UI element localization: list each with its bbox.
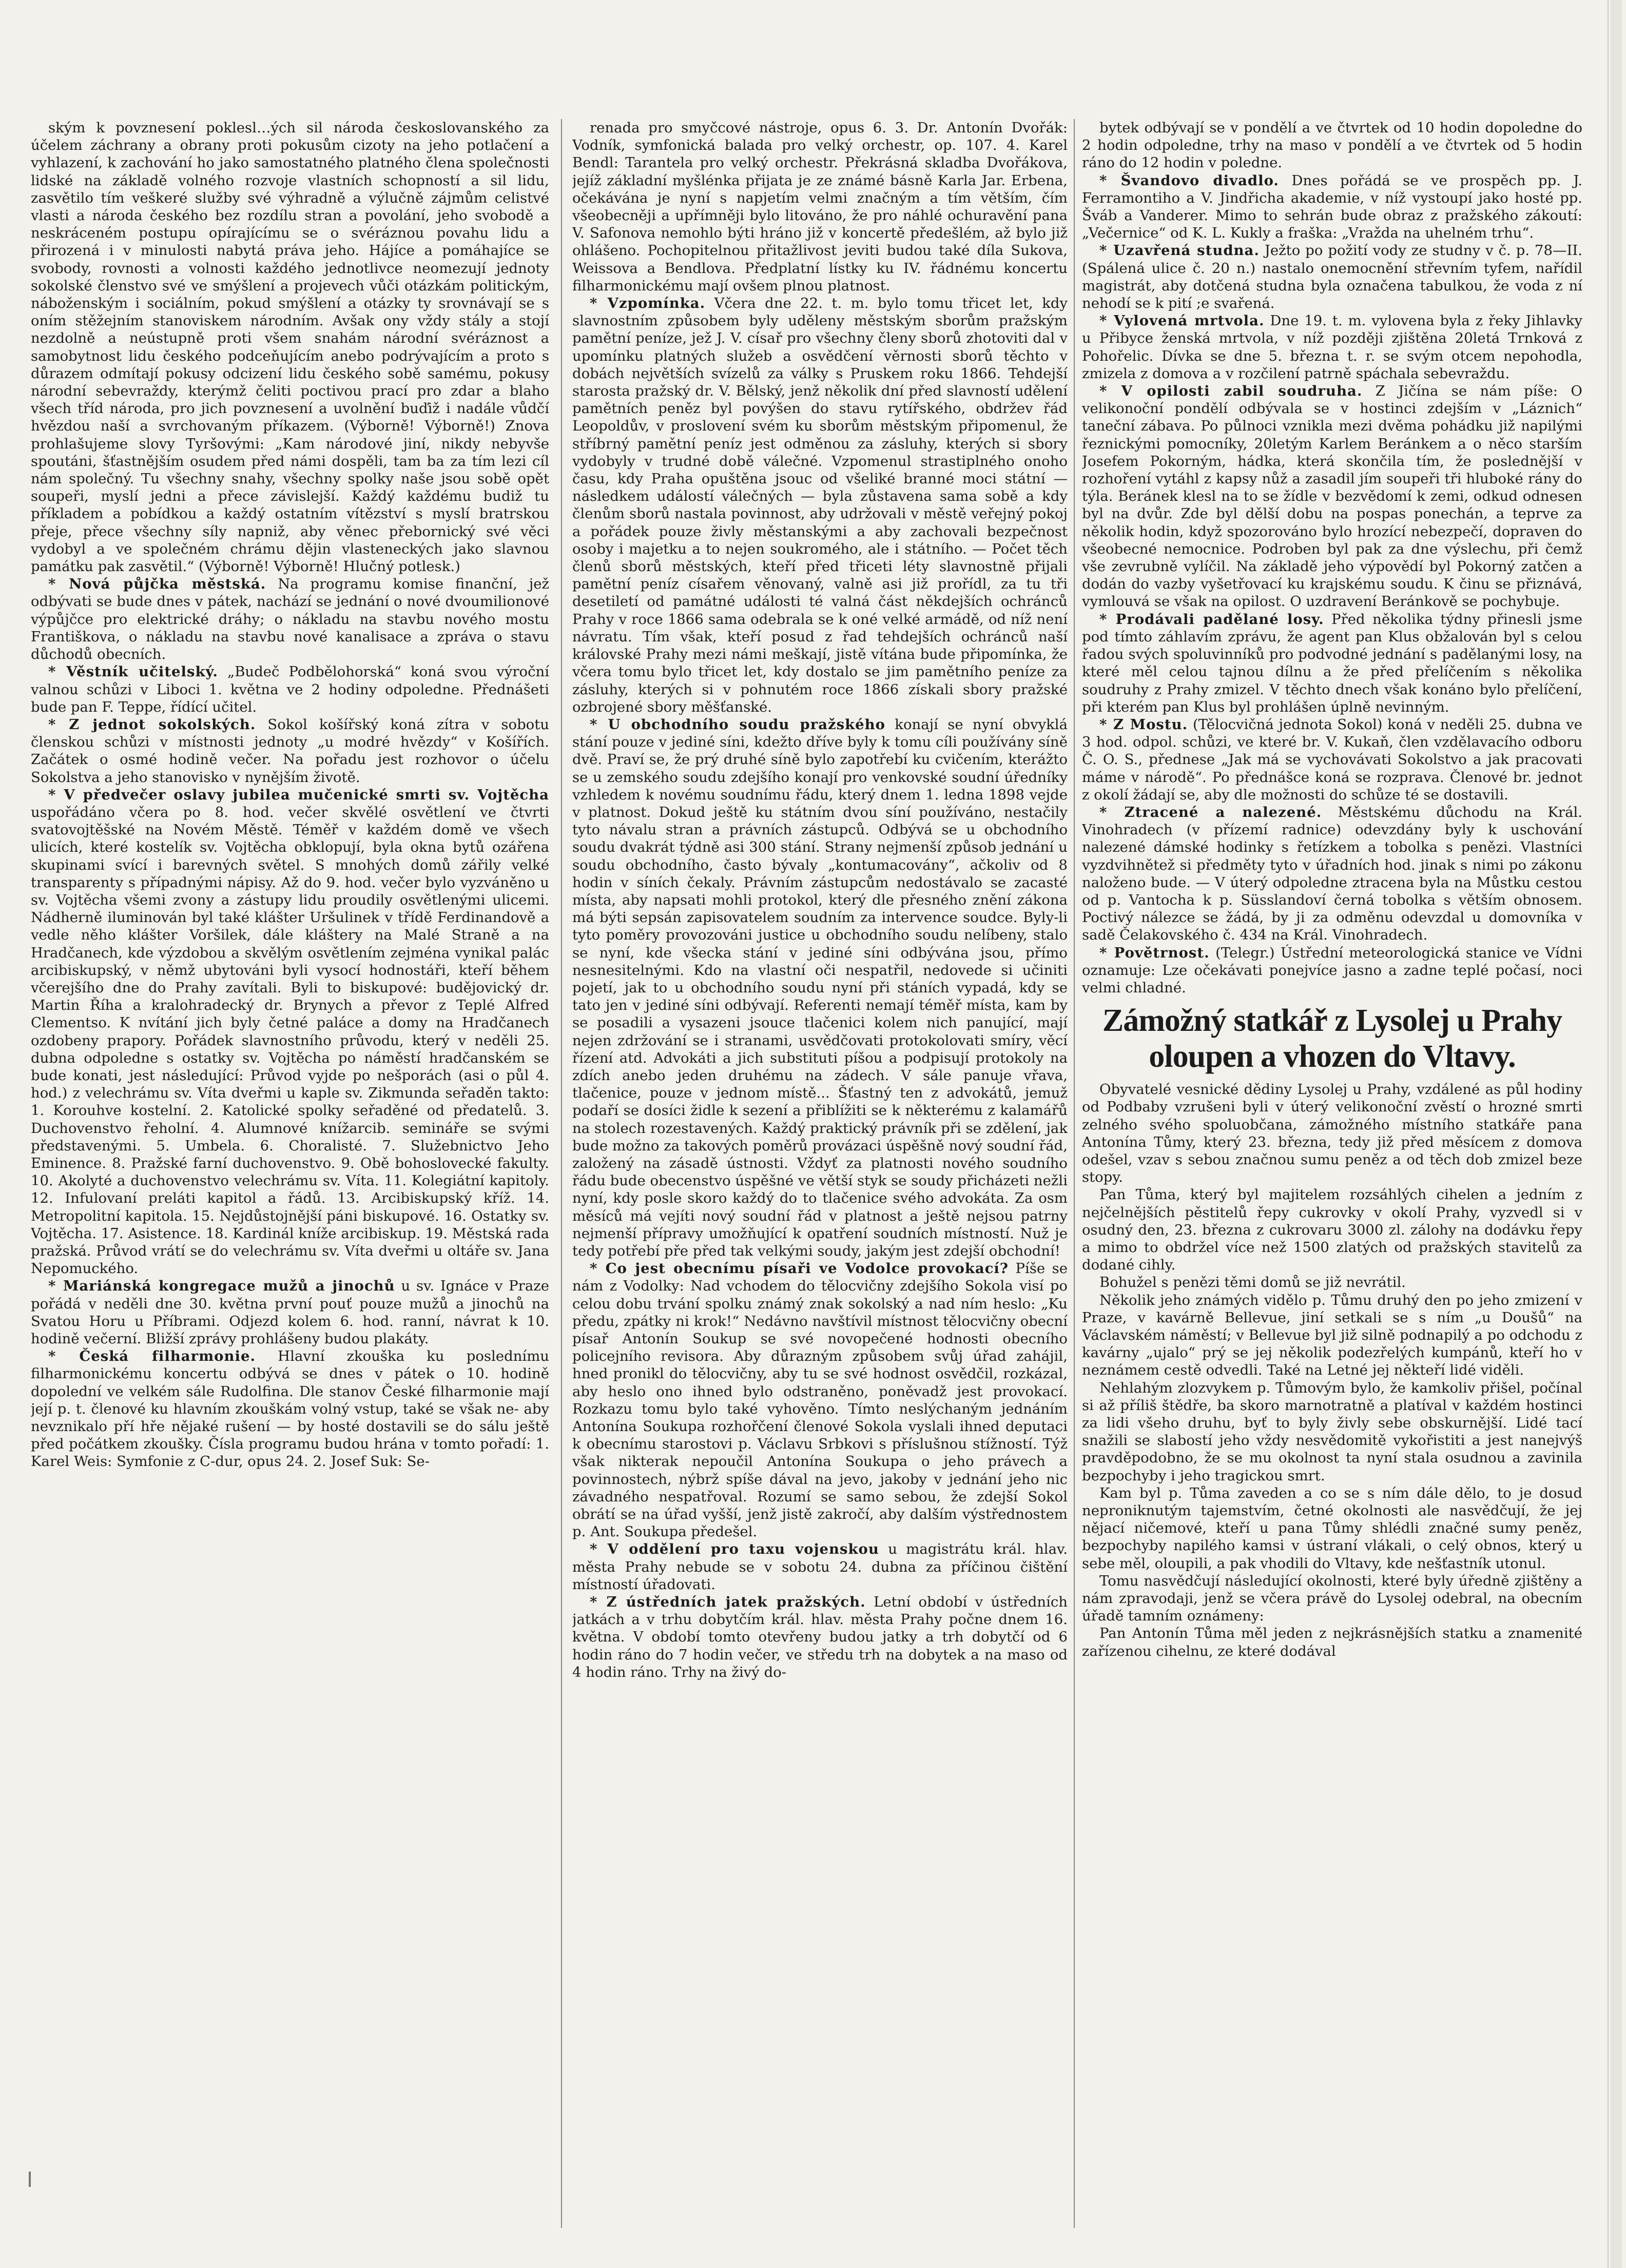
article-paragraph [31, 575, 549, 663]
paragraph-text: Hlavní zkouška ku poslednímu filharmonickému koncertu odbývá se dnes v pátek o 10. hodině dopolední ve velkém sále Rudolfina. Dle stanov České filharmonie mají její p. t. členové ku hlavním zkouškám volný vstup, také se však ne- aby nevznikalo pří hře nějaké rušení — by hosté dostavili se do sálu ještě před počátkem zkoušky. Čísla programu budou hrána v tomto pořadí: 1. Karel Weis: Symfonie z C-dur, opus 24. 2. Josef Suk: Se- [31, 1348, 549, 1470]
article-paragraph [1082, 382, 1582, 611]
paragraph-text: Tomu nasvědčují následující okolnosti, které byly úředně zjištěny a nám zpravodaji, jenž se včera právě do Lysolej odebral, na obecním úřadě tamním oznámeny: [1082, 1572, 1582, 1625]
article-headline: Zámožný statkář z Lysolej u Prahy oloupen a vhozen do Vltavy. [1102, 1003, 1562, 1074]
article-paragraph [1082, 716, 1582, 804]
page-edge-shadow [1611, 0, 1622, 2268]
paragraph-text: Pan Tůma, který byl majitelem rozsáhlých cihelen a jedním z nejčelnějších pěstitelů řepy cukrovky v okolí Prahy, vyzvedl si v osudný den, 23. března z cukrovaru 3000 zl. zálohy na dodávku řepy a mimo to obdržel více než 1500 zlatých od pražských stavitelů za dodané cihly. [1082, 1186, 1582, 1274]
paragraph-text: ským k povznesení poklesl…ých sil národa českoslovanského za účelem záchrany a obrany proti pokusům cizoty na jeho potlačení a vyhlazení, k zachování ho jako samostatného platného člena společnosti lidské na základě volného rozvoje vlastních schopností a sil lidu, zasvětilo tím veškeré služby své výhradně a výlučně zájmům celistvé vlasti a národa českého bez rozdílu stran a povolání, jeho svobodě a neskráceném postupu opírajícímu se o svéráznou povahu lidu a přirozená i v minulosti nabytá práva jeho. Hájíce a pomáhajíce se svobody, rovnosti a volnosti každého jednotlivce neomezují jednoty sokolské členstvo své ve smýšlení a projevech vůči otázkám politickým, náboženským i sociálním, pokud smýšlení a otázky ty srovnávají se s oním stěžejním stanoviskem národním. Avšak ony vždy stály a stojí nezdolně a neústupně proti všem snahám národní svéráznost a samobytnost lidu českého podceňujícím anebo podrývajícím a proto s důrazem odmítají pokusy odcizení lidu českého sobě samému, pokusy národní sebevraždy, kterýmž čeliti poctivou prací pro zdar a blaho všech tříd národa, pro jich povznesení a uvolnění buďiž i nadále vůdčí hvězdou naší a svrchovaným příkazem. (Výborně! Výborně!) Znova prohlašujeme slovy Tyršovými: „Kam národové jiní, nikdy nebyvše spoutáni, šťastnějším osudem před námi dospěli, tam ba za tím lezi cíl nám společný. Tu všechny snahy, všechny spolky naše jsou sobě opět soupeři, myslí jedni a přece závislejší. Každý každému budiž tu příkladem a pobídkou a každý ostatním vítězství s myslí bratrskou přeje, přece všechny síly napniž, aby věnec přebornický své věci vydobyl a ve společném chrámu dějin vlasteneckých jako slavnou památku pak zasvětil.“ (Výborně! Výborně! Hlučný potlesk.) [31, 120, 549, 575]
section-heading: * Nová půjčka městská. [48, 576, 266, 593]
article-paragraph [1082, 172, 1582, 242]
section-heading: * Z jednot sokolských. [48, 716, 256, 733]
article-paragraph [1082, 1625, 1582, 1659]
article-paragraph [1082, 1572, 1582, 1625]
paragraph-text: Sokol košířský koná zítra v sobotu členskou schůzi v místnosti jednoty „u modré hvězdy“ v Košířích. Začátek o osmé hodině večer. Na pořadu jest rozhovor o účelu Sokolstva a jeho stanovisko v nynějším životě. [31, 716, 549, 786]
article-paragraph [572, 1260, 1068, 1540]
section-heading: * V oddělení pro taxu vojenskou [590, 1541, 879, 1558]
section-heading: * V předvečer oslavy jubilea mučenické smrti sv. Vojtěcha [48, 786, 549, 803]
article-paragraph [572, 716, 1068, 1260]
paragraph-text: konají se nyní obvyklá stání pouze v jediné síni, kdežto dříve byly k tomu cíli používány síně dvě. Praví se, že prý druhé síně bylo zapotřebí ku cvičením, kterážto se u zemského soudu zdejšího konají pro venkovské soudní úředníky vzhledem k novému soudnímu řádu, který dnem 1. ledna 1898 vejde v platnost. Dokud ještě ku státním dvou síní používáno, nestačily tyto návalu stran a právních zástupců. Odbývá se u obchodního soudu dvakrát týdně asi 300 stání. Strany nejmenší způsob jednání u soudu obchodního, často bývaly „kontumacovány“, ačkoliv od 8 hodin v síních čekaly. Právním zástupcům nedostávalo se zacasté místa, aby napsati mohli protokol, který dle přesného znění zákona má býti sepsán zapisovatelem soudním za intervence soudce. Byly-li tyto poměry provozováni justice u obchodního soudu nelíbeny, stalo se nyní, kde všecka stání v jediné síni odbývána jsou, přímo nesnesitelnými. Kdo na vlastní oči nespatřil, nedovede si učiniti pojetí, jak to u obchodního soudu nyní při stáních vypadá, kdy se tato jen v jediné síni odbývají. Referenti nemají téměř místa, kam by se posadili a vysazeni jsouce tlačenici kolem nich panující, mají nejen zdržování se i stranami, usvědčovati protokolovati smíry, věcí řízení atd. Advokáti a jich substituti píšou a podpisují protokoly na zdích anebo jeden druhému na zádech. V sále panuje vřava, tlačenice, pouze v jednom místě... Šťastný ten z advokátů, jemuž podaří se dosíci židle k sezení a přiblížiti se k některému z kalamářů na stolech rozestavených. Každý praktický právník při se zdělení, jak bude možno za takových poměrů provázaci úspěšně nový soudní řád, založený na zásadě ústnosti. Vždyť za platnosti nového soudního řádu bude obecenstvo úspěšné ve větší styk se soudy přicházeti nežli nyní, kdy posle skoro každý do to tlačenice svého advokáta. Za osm měsíců má vejíti nový soudní řád v platnost a ještě nejsou patrny nejmenší přípravy umožňující k opatření soudních místností. Nuž je tedy potřebí pře před tak velkými soudy, jakým jest zdejší obchodní! [572, 716, 1068, 1259]
paragraph-text: Na programu komise finanční, jež odbývati se bude dnes v pátek, nachází se jednání o nové dvoumilionové výpůjčce pro elektrické dráhy; o nákladu na stavbu nového mostu Františkova, o nákladu na stavbu nové kanalisace a zpráva o stavu důchodů obecních. [31, 576, 549, 663]
paragraph-text: Letní období v ústředních jatkách a v trhu dobytčím král. hlav. města Prahy počne dnem 16. května. V období tomto otevřeny budou jatky a trh dobytčí od 6 hodin ráno do 7 hodin večer, ve středu trh na dobytek a na maso od 4 hodin ráno. Trhy na živý do- [572, 1594, 1068, 1680]
section-heading: * Prodávali padělané losy. [1099, 611, 1324, 628]
paragraph-text: Několik jeho známých vidělo p. Tůmu druhý den po jeho zmizení v Praze, v kavárně Bellevue, jiní setkali se s ním „u Doušů“ na Václavském náměstí; v Bellevue byl již silně podnapilý a po odchodu z kavárny „ujalo“ prý se jej několik podezřelých kumpánů, kteří ho v neznámem cestě odvedli. Také na Letné jej někteří lidé viděli. [1082, 1292, 1582, 1379]
paragraph-text: „Budeč Podbělohorská“ koná svou výroční valnou schůzi v Liboci 1. května ve 2 hodiny odpoledne. Přednášeti bude pan F. Teppe, řídící učitel. [31, 663, 549, 715]
paragraph-text: Před několika týdny přinesli jsme pod tímto záhlavím zprávu, že agent pan Klus obžalován byl s celou řadou svých spoluvinníků pro podvodné jednání s padělanými losy, na které měl celou tajnou dílnu a že před přelíčením s několika soudruhy z Prahy zmizel. V těchto dnech však konáno bylo přelíčení, při kterém pan Klus byl prohlášen úplně nevinným. [1082, 611, 1582, 715]
article-paragraph [1082, 119, 1582, 172]
article-paragraph [31, 1277, 549, 1347]
article-paragraph [572, 295, 1068, 716]
paragraph-text: bytek odbývají se v pondělí a ve čtvrtek od 10 hodin dopoledne do 2 hodin odpoledne, trhy na maso v pondělí a ve čtvrtek od 5 hodin ráno do 12 hodin v poledne. [1082, 120, 1582, 171]
paragraph-text: Kam byl p. Tůma zaveden a co se s ním dále dělo, to je dosud neproniknutým tajemstvím, četné okolnosti ale nasvědčují, že jej nějací ničemové, kteří u pana Tůmy shlédli značné sumy peněz, bezpochyby napilého kamsi v ústraní vlákali, o celý obnos, který u sebe měl, oloupili, a pak vhodili do Vltavy, kde nešťastník utonul. [1082, 1484, 1582, 1572]
section-heading: * Věstník učitelský. [48, 663, 218, 680]
article-paragraph [1082, 312, 1582, 382]
section-heading: * Mariánská kongregace mužů a jinochů [48, 1278, 395, 1295]
article-paragraph [1082, 804, 1582, 944]
paragraph-text: Dne 19. t. m. vylovena byla z řeky Jihlavky u Přibyce ženská mrtvola, v níž později zjištěna 20letá Trnková z Pohořelic. Dívka se dne 5. března t. r. se svým otcem nepohodla, zmizela z domova a v rozčilení patrně spáchala sebevraždu. [1082, 312, 1582, 382]
section-heading: * V opilosti zabil soudruha. [1099, 383, 1363, 400]
article-paragraph [31, 716, 549, 786]
section-heading: * Z Mostu. [1099, 716, 1188, 733]
article-paragraph [1082, 1292, 1582, 1379]
paragraph-text: (Telegr.) Ústřední meteorologická stanice ve Vídni oznamuje: Lze očekávati ponejvíce jasno a zadne teplé počasí, noci velmi chladné. [1082, 944, 1582, 996]
paragraph-text: u magistrátu král. hlav. města Prahy nebude se v sobotu 24. dubna za příčinou čištění místností úřadovati. [572, 1541, 1068, 1593]
article-paragraph [572, 119, 1068, 295]
margin-mark [29, 2172, 31, 2187]
article-paragraph [1082, 1081, 1582, 1186]
paragraph-text: u sv. Ignáce v Praze pořádá v neděli dne 30. května první pouť pouze mužů a jinochů na Svatou Horu u Příbrami. Odjezd kolem 6. hod. ranní, návrat k 10. hodině večerní. Bližší zprávy prohlášeny budou plakáty. [31, 1278, 549, 1347]
article-paragraph [1082, 1484, 1582, 1572]
column-right [1082, 119, 1582, 2238]
article-paragraph [1082, 1379, 1582, 1484]
paragraph-text: renada pro smyčcové nástroje, opus 6. 3. Dr. Antonín Dvořák: Vodník, symfonická balada pro velký orchestr, op. 107. 4. Karel Bendl: Tarantela pro velký orchestr. Překrásná skladba Dvořákova, jejíž základní myšlénka přijata je ze známé básně Karla Jar. Erbena, očekávána je nyní s napjetím velmi značným a tím větším, čím všeobecněji a upřímněji bylo litováno, že pro náhlé ochuravění pana V. Safonova nemohlo býti hráno již v koncertě předešlém, až bylo již ohlášeno. Pochopitelnou přitažlivost jeviti budou také díla Sukova, Weissova a Bendlova. Předplatní lístky ku IV. řádnému koncertu filharmonickému mají ovšem plnou platnost. [572, 120, 1068, 294]
paragraph-text: Včera dne 22. t. m. bylo tomu třicet let, kdy slavnostním způsobem byly uděleny městským sborům pražským pamětní peníze, jež J. V. císař pro všechny členy sborů zhotoviti dal v upomínku platných služeb a osvědčení věrnosti sborů těchto v dobách největších svízelů za války s Pruskem roku 1866. Tehdejší starosta pražský dr. V. Bělský, jenž několik dní před slavností udělení pamětních peněz byl povýšen do stavu rytířského, obdržev řád Leopoldův, v proslovení svém ku sborům městským připomenul, že stříbrný pamětní peníz jest odměnou za zásluhy, kterých si sbory vydobyly v trudné době válečné. Vzpomenul strastiplného onoho času, kdy Praha opuštěna jsouc od všeliké branné moci státní — následkem událostí válečných — byla zůstavena sama sobě a kdy členům sborů nastala povinnost, aby udržovali v městě veřejný pokoj a pořádek pouze živly městanskými a aby zachovali bezpečnost osoby i majetku a to nejen soukromého, ale i státního. — Počet těch členů sborů městských, kteří před třiceti léty slavnostně přijali pamětní peníz císařem věnovaný, valně asi již prořídl, za tu tři desetiletí od památné události té valná část někdejších ochránců Prahy v roce 1866 sama odebrala se k oné velké armádě, od níž není návratu. Tím však, kteří posud z řad tehdejších ochránců naší královské Prahy mezi námi meškají, jistě vítána bude připomínka, že včera tomu bylo třicet let, kdy dostalo se jim pamětního peníze za zásluhy, kterých si v pohnutém roce 1866 získali sbory pražské ozbrojené sbory měšťanské. [572, 295, 1068, 715]
article-paragraph [1082, 611, 1582, 716]
section-heading: * Švandovo divadlo. [1099, 172, 1280, 189]
article-paragraph [572, 1540, 1068, 1593]
paragraph-text: Z Jičína se nám píše: O velikonoční pondělí odbývala se v hostinci zdejším v „Láznich“ taneční zábava. Po půlnoci vznikla mezi dvěma pohádku již napilými řeznickými pomocníky, 20letým Karlem Beránkem a o něco starším Josefem Pokorným, hádka, která skončila tím, že poslednější v rozhoření vytáhl z kapsy nůž a zasadil jím soupeři tři hluboké rány do týla. Beránek klesl na to se žídle v bezvědomí k zemi, odkud odnesen byl na dvůr. Zde byl dělší dobu na pospas ponechán, a teprve za několik hodin, když spozorováno bylo hrozící nebezpečí, dopraven do všeobecné nemocnice. Podroben byl pak za dne výslechu, při čemž vše zevrubně vylíčil. Na základě jeho výpovědí byl Pokorný zatčen a dodán do vazby vyšetřovací ku krajskému soudu. K činu se přiznává, vymlouvá se však na opilost. O uzdravení Beránkově se pochybuje. [1082, 383, 1582, 610]
section-heading: * Česká filharmonie. [48, 1348, 256, 1365]
article-paragraph [31, 663, 549, 716]
section-heading: * U obchodního soudu pražského [590, 716, 886, 733]
article-paragraph [572, 1593, 1068, 1681]
column-left [31, 119, 549, 2238]
column-middle [572, 119, 1068, 2238]
article-paragraph [1082, 242, 1582, 312]
paragraph-text: Bohužel s penězi těmi domů se již nevrátil. [1099, 1274, 1406, 1291]
article-paragraph [31, 119, 549, 575]
paragraph-text: Pan Antonín Tůma měl jeden z nejkrásnějších statku a znamenité zařízenou cihelnu, ze které dodával [1082, 1625, 1582, 1659]
column-divider-1 [561, 119, 562, 2228]
paragraph-text: Nehlahým zlozvykem p. Tůmovým bylo, že kamkoliv přišel, počínal si až příliš štědře, ba skoro marnotratně a platíval v každém hostinci za lidi všeho druhu, byť to byly živly sebe obskurnější. Lidé tací snažili se slabostí jeho vždy nesvědomitě vykořistiti a jest nanejvýš pravděpodobno, že se mu okolnost ta nyní stala osudnou a zavinila bezpochyby i jeho tragickou smrt. [1082, 1379, 1582, 1484]
paragraph-text: (Tělocvičná jednota Sokol) koná v neděli 25. dubna ve 3 hod. odpol. schůzi, ve které br. V. Kukaň, člen vzdělavacího odboru Č. O. S., přednese „Jak má se vychovávati Sokolstvo a jak pracovati máme v národě“. Po přednášce koná se rozprava. Členové br. jednot z okolí žádají se, aby dle možnosti do schůze té se dostavili. [1082, 716, 1582, 803]
section-heading: * Povětrnost. [1099, 944, 1210, 961]
paragraph-text: Dnes pořádá se ve prospěch pp. J. Ferramontiho a V. Jindřicha akademie, v níž vystoupí jako hosté pp. Šváb a Vanderer. Mimo to sehrán bude obraz z pražského zákoutí: „Večernice“ od K. L. Kukly a fraška: „Vražda na uhelném trhu“. [1082, 172, 1582, 242]
article-paragraph [31, 786, 549, 1278]
article-paragraph [31, 1347, 549, 1470]
paragraph-text: uspořádáno včera po 8. hod. večer skvělé osvětlení ve čtvrti svatovojtěšské na Novém Městě. Téměř v každém domě ve všech ulicích, které kostelík sv. Vojtěcha obklopují, byla okna bytů ozářena skupinami svící i barevných světel. S mnohých domů zářily velké transparenty s případnými nápisy. Až do 9. hod. večer bylo vyzváněno u sv. Vojtěcha všemi zvony a zástupy lidu proudily osvětlenými ulicemi. Nádherně iluminován byl také klášter Uršulinek v třídě Ferdinandově a vedle něho klášter Voršilek, dále kláštery na Malé Straně a na Hradčanech, kde výzdobou a skvělým osvětlením zejména vynikal palác arcibiskupský, v němž ubytováni byli vysocí hodnostáři, kteří během včerejšího dne do Prahy zavítali. Byli to biskupové: budějovický dr. Martin Říha a kralohradecký dr. Brynych a převor z Teplé Alfred Clementso. K nvítání jich byly četné paláce a domy na Hradčanech ozdobeny prapory. Pořádek slavnostního průvodu, který v neděli 25. dubna odpoledne s ostatky sv. Vojtěcha po náměstí hradčanském se bude konati, jest následující: Průvod vyjde po nešporách (asi o půl 4. hod.) z velechrámu sv. Víta dveřmi u kaple sv. Zikmunda seřaděn takto: 1. Korouhve kostelní. 2. Katolické spolky seřaděné od předatelů. 3. Duchovenstvo řeholní. 4. Alumnové knížarcib. semináře se svými představenými. 5. Umbela. 6. Choralisté. 7. Služebnictvo Jeho Eminence. 8. Pražské farní duchovenstvo. 9. Obě bohoslovecké fakulty. 10. Akolyté a duchovenstvo velechrámu sv. Víta. 11. Kolegiátní kapitoly. 12. Infulovaní preláti kapitol a řádů. 13. Arcibiskupský kříž. 14. Metropolitní kapitola. 15. Nejdůstojnější páni biskupové. 16. Ostatky sv. Vojtěcha. 17. Asistence. 18. Kardinál kníže arcibiskup. 19. Městská rada pražská. Průvod vrátí se do velechrámu sv. Víta dveřmi u oltáře sv. Jana Nepomuckého. [31, 804, 549, 1277]
section-heading: * Z ústředních jatek pražských. [590, 1594, 866, 1611]
article-paragraph [1082, 944, 1582, 997]
article-paragraph [1082, 1274, 1582, 1291]
article-paragraph [1082, 1186, 1582, 1274]
paragraph-text: Ježto po požití vody ze studny v č. p. 78—II. (Spálená ulice č. 20 n.) nastalo onemocnění střevním tyfem, nařídil magistrát, aby dotčená studna byla označena tabulkou, že voda z ní nehodí se k pití ;e svařená. [1082, 242, 1582, 312]
paragraph-text: Obyvatelé vesnické dědiny Lysolej u Prahy, vzdálené as půl hodiny od Podbaby vzrušeni byli v úterý velikonoční zvěstí o hrozné smrti zelného svého spoluobčana, zámožného místního statkáře pana Antonína Tůmy, který 23. března, tedy již před měsícem z domova odešel, vzav s sebou značnou sumu peněz a od těch dob zmizel beze stopy. [1082, 1081, 1582, 1186]
column-divider-2 [1074, 119, 1075, 2228]
section-heading: * Ztracené a nalezené. [1099, 804, 1322, 820]
section-heading: * Vylovená mrtvola. [1099, 312, 1265, 329]
page-edge-line [1608, 0, 1609, 2268]
paragraph-text: Městskému důchodu na Král. Vinohradech (v přízemí radnice) odevzdány byly k uschování nalezené dámské hodinky s řetízkem a tobolka s penězi. Vlastníci vyzdvihnětež si předměty tyto v úřadních hod. jinak s nimi po zákonu naloženo bude. — V úterý odpoledne ztracena byla na Můstku cestou od p. Vantocha k p. Süsslandoví černá tobolka s větším obnosem. Poctivý nálezce se žádá, by ji za odměnu odevzdal u domovníka v sadě Čelakovského č. 434 na Král. Vinohradech. [1082, 804, 1582, 944]
section-heading: * Co jest obecnímu písaři ve Vodolce provokací? [590, 1260, 1009, 1277]
paragraph-text: Píše se nám z Vodolky: Nad vchodem do tělocvičny zdejšího Sokola visí po celou dobu trvání spolku známý znak sokolský a nad ním heslo: „Ku předu, zpátky ni krok!“ Nedávno navštívil místnost tělocvičny obecní písař Antonín Soukup se své novopečené hodnosti obecního policejního revisora. Aby důrazným způsobem svůj úřad zahájil, hned pronikl do tělocvičny, aby tu se své hodnost osvědčil, rozkázal, aby heslo ono ihned bylo odstraněno, poněvadž jest provokací. Rozkazu tomu bylo také vyhověno. Tímto neslýchaným jednáním Antonína Soukupa rozhořčení členové Sokola vyslali ihned deputaci k obecnímu starostovi p. Václavu Srbkovi s příslušnou stížností. Týž však nikterak nepoučil Antonína Soukupa o jeho právech a povinnostech, nýbrž spíše dával na jevo, jakoby v jednání jeho nic závadného nespatřoval. Rozumí se samo sebou, že zdejší Sokol obrátí se na úřad vyšší, jenž jistě zakročí, aby dalším výstřednostem p. Ant. Soukupa předešel. [572, 1260, 1068, 1540]
section-heading: * Uzavřená studna. [1099, 242, 1260, 259]
section-heading: * Vzpomínka. [590, 295, 706, 312]
